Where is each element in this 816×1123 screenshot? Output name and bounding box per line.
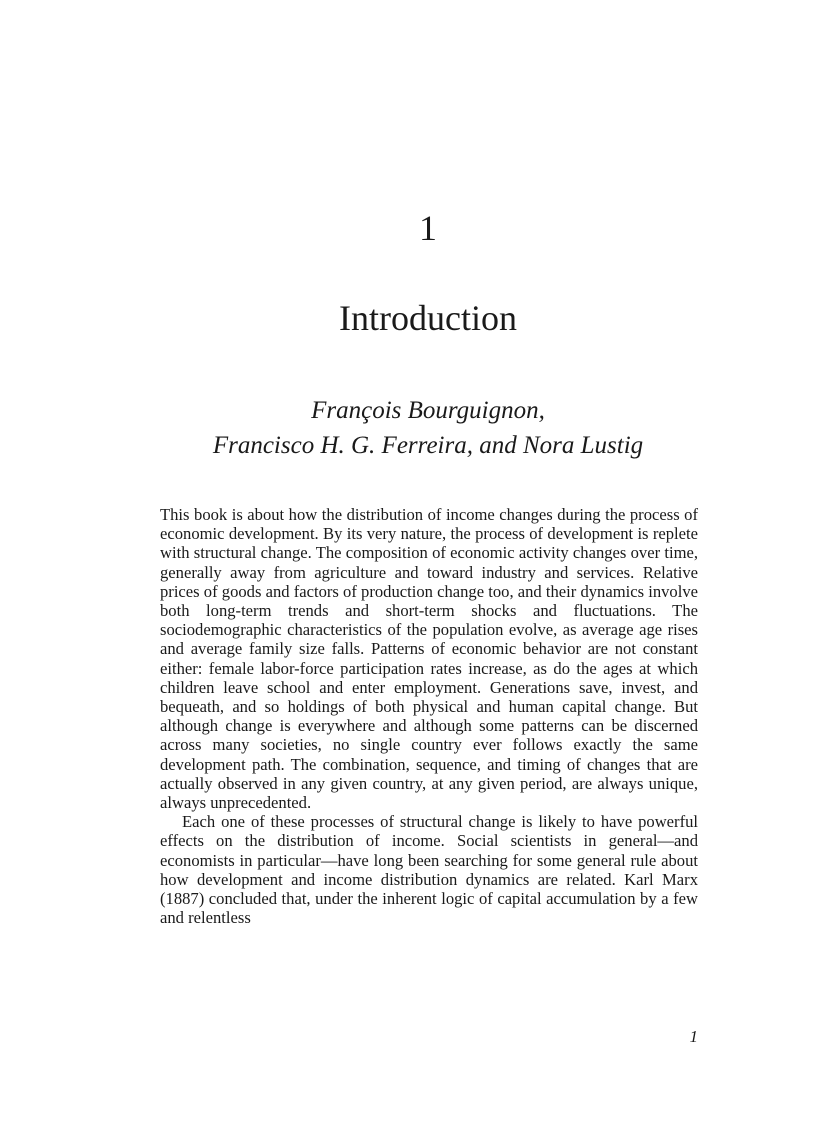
author-line-2: Francisco H. G. Ferreira, and Nora Lustig (212, 432, 644, 459)
chapter-body (160, 505, 698, 927)
author-line-1: François Bourguignon, (311, 397, 545, 424)
paragraph-1: This book is about how the distribution of income changes during the process of economic development. By its very nature, the process of development is replete with structural change. The composition of economic activity changes over time, generally away from agriculture and toward industry and services. Relative prices of goods and factors of production change too, and their dynamics involve both long-term trends and short-term shocks and fluctuations. The sociodemographic characteristics of the population evolve, as average age rises and average family size falls. Patterns of economic behavior are not constant either: female labor-force participation rates increase, as do the ages at which children leave school and enter employment. Generations save, invest, and bequeath, and so holdings of both physical and human capital change. But although change is everywhere and although some patterns can be discerned across many societies, no single country ever follows exactly the same development path. The combination, sequence, and timing of changes that are actually observed in any given country, at any given period, are always unique, always unprecedented. (160, 505, 698, 813)
page-number: 1 (689, 1027, 698, 1046)
chapter-title: Introduction (339, 298, 517, 338)
paragraph-2: Each one of these processes of structural change is likely to have powerful effects on the distribution of income. Social scientists in general—and economists in particular—have long been searching for some general rule about how development and income distribution dynamics are related. Karl Marx (1887) concluded that, under the inherent logic of capital accumulation by a few and relentless (160, 812, 698, 928)
chapter-number: 1 (419, 208, 437, 248)
chapter-authors (160, 393, 696, 463)
